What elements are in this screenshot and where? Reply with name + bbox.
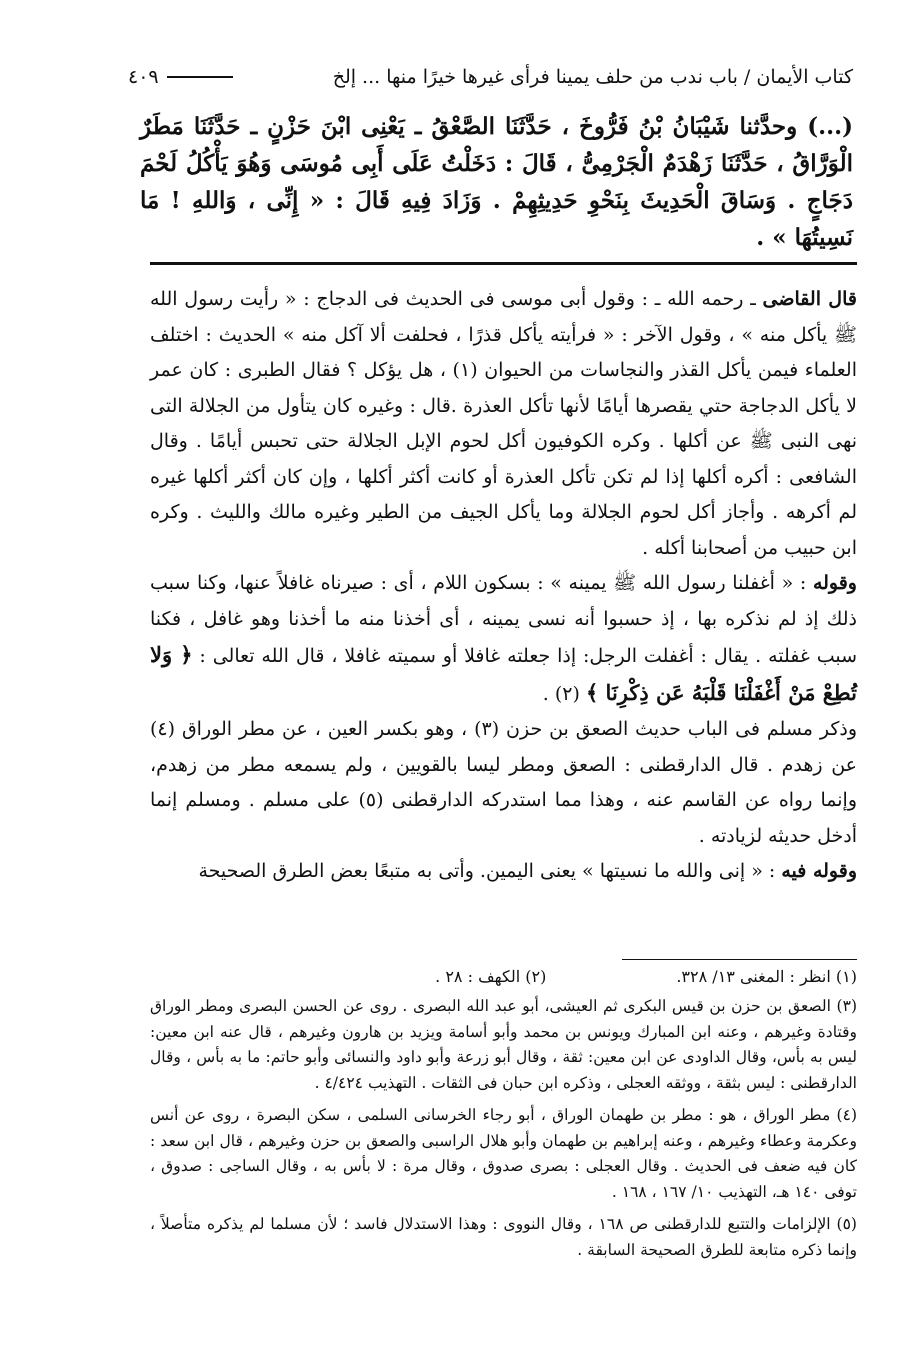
footnote-4: (٤) مطر الوراق ، هو : مطر بن طهمان الوراق ، أبو رجاء الخرسانى السلمى ، سكن البصرة ، روى عن أنس وعكرمة وعطاء وغيرهم ، وعنه إبراهيم بن طهمان وأبو هلال الراسبى والصعق بن حزن وغيرهم ، قال ابن سعد : كان فيه ضعف فى الحديث . وقال العجلى : بصرى صدوق ، وقال مرة : لا بأس به ، وقال الساجى : صدوق ، توفى ١٤٠ هـ، التهذيب ١٠/ ١٦٧ ، ١٦٨ . — [150, 1106, 857, 1201]
chapter-title: كتاب الأيمان / باب ندب من حلف يمينا فرأى غيرها خيرًا منها ... إلخ — [332, 66, 853, 88]
paragraph-lead: وقوله فيه — [781, 860, 857, 882]
paragraph-text: ـ رحمه الله ـ : وقول أبى موسى فى الحديث فى الدجاج : « رأيت رسول الله ﷺ يأكل منه » ، وقول الآخر : « فرأيته يأكل قذرًا ، فحلفت ألا آكل منه » الحديث : اختلف العلماء فيمن يأكل القذر والنجاسات من الحيوان (١) ، هل يؤكل ؟ فقال الطبرى : كان عمر لا يأكل الدجاجة حتي يقصرها أيامًا لأنها تأكل العذرة .قال : وغيره كان يتأول من الجلالة التى نهى النبى ﷺ عن أكلها . وكره الكوفيون أكل لحوم الإبل الجلالة حتى تحبس أيامًا . وقال الشافعى : أكره أكلها إذا لم تكن تأكل العذرة أو كانت أكثر أكلها ، وإن كان أكثر أكلها غيره لم أكرهه . وأجاز أكل لحوم الجلالة وما يأكل الجيف من الطير وغيره مالك والليث . وكره ابن حبيب من أصحابنا أكله . — [150, 288, 857, 559]
paragraph-lead: وقوله — [812, 572, 857, 594]
commentary-paragraph-2 — [150, 566, 857, 712]
running-header — [128, 60, 853, 94]
paragraph-tail: (٢) . — [542, 682, 586, 705]
paragraph-text: : « إنى والله ما نسيتها » يعنى اليمين. وأتى به متبعًا بعض الطرق الصحيحة — [198, 860, 782, 882]
hadith-text: (...) وحدَّثنا شَيْبَانُ بْنُ فَرُّوخَ ، حَدَّثَنَا الصَّعْقُ ـ يَعْنِى ابْنَ حَزْنٍ ـ حَدَّثَنَا مَطَرٌ الْوَرَّاقُ ، حَدَّثَنَا زَهْدَمٌ الْجَرْمِىُّ ، قَالَ : دَخَلْتُ عَلَى أَبِى مُوسَى وَهُوَ يَأْكُلُ لَحْمَ دَجَاجٍ . وَسَاقَ الْحَدِيثَ بِنَحْوِ حَدِيثِهِمْ . وَزَادَ فِيهِ قَالَ : « إِنِّى ، وَاللهِ ! مَا نَسِيتُهَا » . — [140, 113, 853, 251]
commentary — [150, 282, 857, 890]
page-number: ٤٠٩ — [128, 66, 159, 88]
footnotes — [150, 994, 857, 1270]
footnote-2: (٢) الكهف : ٢٨ . — [435, 967, 547, 986]
page-number-block — [128, 66, 233, 88]
quran-verse: ﴿ وَلا تُطِعْ مَنْ أَغْفَلْنَا قَلْبَهُ عَن ذِكْرِنَا ﴾ — [150, 642, 857, 705]
hadith-divider — [150, 262, 857, 265]
paragraph-text: : « أغفلنا رسول الله ﷺ يمينه » : بسكون اللام ، أى : صيرناه غافلاً عنها، وكنا سبب ذلك إذ لم نذكره بها ، إذ حسبوا أنه نسى يمينه ، أى أخذنا منه ما أخذنا وهو غافل ، فكنا سبب غفلته . يقال : أغفلت الرجل: إذا جعلته غافلا أو سميته غافلا ، قال الله تعالى : — [150, 572, 858, 667]
commentary-paragraph-3 — [150, 712, 857, 854]
commentary-paragraph-4 — [150, 854, 857, 890]
footnote-5: (٥) الإلزامات والتتبع للدارقطنى ص ١٦٨ ، وقال النووى : وهذا الاستدلال فاسد ؛ لأن مسلما لم يذكره متأصلاً ، وإنما ذكره متابعة للطرق الصحيحة السابقة . — [150, 1215, 857, 1259]
footnote-1: (١) انظر : المغنى ١٣/ ٣٢٨. — [676, 967, 857, 986]
header-dash — [167, 76, 233, 78]
commentary-paragraph-1 — [150, 282, 857, 566]
footnote-refs-row — [150, 962, 857, 991]
paragraph-lead: قال القاضى — [762, 288, 857, 310]
footnote-divider — [622, 959, 857, 960]
footnote-3: (٣) الصعق بن حزن بن قيس البكرى ثم العيشى، أبو عبد الله البصرى . روى عن الحسن البصرى ومطر الوراق وقتادة وغيرهم ، وعنه ابن المبارك ويونس بن محمد وأبو أسامة ويزيد بن هارون وغيرهم ، قال عنه ابن معين: ليس به بأس، وقال الداودى عن ابن معين: ثقة ، وقال أبو زرعة وأبو داود والنسائى وأبو حاتم: ما به بأس ، وقال الدارقطنى : ليس بثقة ، ووثقه العجلى ، وذكره ابن حبان فى الثقات . التهذيب ٤/٤٢٤ . — [150, 997, 857, 1092]
paragraph-text: وذكر مسلم فى الباب حديث الصعق بن حزن (٣) ، وهو بكسر العين ، عن مطر الوراق (٤) عن زهدم . قال الدارقطنى : الصعق ومطر ليسا بالقويين ، ولم يسمعه مطر من زهدم، وإنما رواه عن القاسم عنه ، وهذا مما استدركه الدارقطنى (٥) على مسلم . ومسلم إنما أدخل حديثه لزيادته . — [150, 718, 857, 847]
